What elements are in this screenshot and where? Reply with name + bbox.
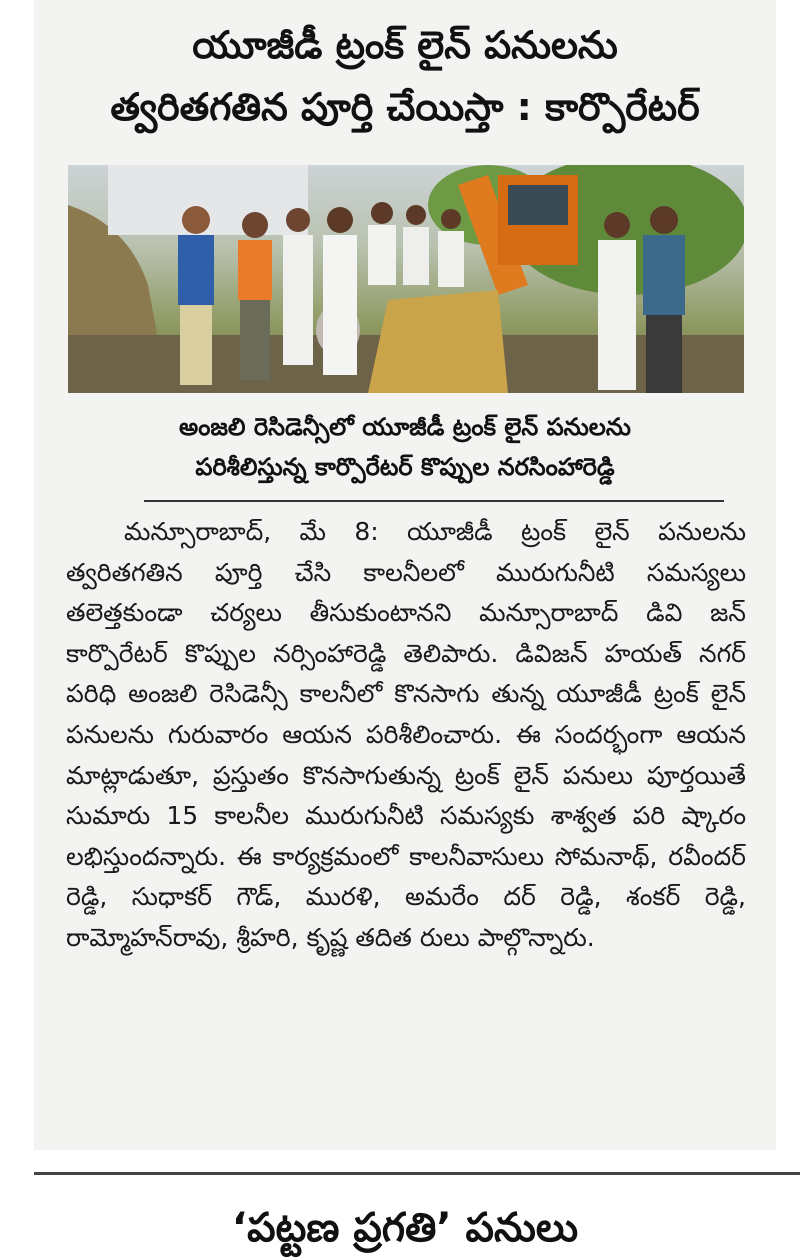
caption-underline xyxy=(144,500,724,502)
article-body: మన్సూరాబాద్, మే 8: యూజీడీ ట్రంక్ లైన్ పనులను త్వరితగతిన పూర్తి చేసి కాలనీలలో మురుగునీటి సమస్యలు తలెత్తకుండా చర్యలు తీసుకుంటానని మన్సూరాబాద్ డివి జన్ కార్పొరేటర్ కొప్పుల నర్సింహారెడ్డి తెలిపారు. డివిజన్ హయత్ నగర్ పరిధి అంజలి రెసిడెన్సీ కాలనీలో కొనసాగు తున్న యూజీడీ ట్రంక్ లైన్ పనులను గురువారం ఆయన పరిశీలించారు. ఈ సందర్భంగా ఆయన మాట్లాడుతూ, ప్రస్తుతం కొనసాగుతున్న ట్రంక్ లైన్ పనులు పూర్తయితే సుమారు 15 కాలనీల మురుగునీటి సమస్యకు శాశ్వత పరి ష్కారం లభిస్తుందన్నారు. ఈ కార్యక్రమంలో కాలనీవాసులు సోమనాథ్, రవీందర్ రెడ్డి, సుధాకర్ గౌడ్, మురళి, అమరేం దర్ రెడ్డి, శంకర్ రెడ్డి, రామ్మోహన్‌రావు, శ్రీహరి, కృష్ణ తదిత రులు పాల్గొన్నారు. xyxy=(66,517,746,952)
headline-line-2: త్వరితగతిన పూర్తి చేయిస్తా : కార్పొరేటర్ xyxy=(110,85,700,129)
next-article-headline: ‘పట్టణ ప్రగతి’ పనులు xyxy=(231,1205,579,1251)
news-clipping xyxy=(34,0,776,1150)
headline-line-1: యూజీడీ ట్రంక్ లైన్ పనులను xyxy=(192,23,618,67)
article-headline xyxy=(44,14,766,138)
news-photo xyxy=(68,165,744,393)
section-divider xyxy=(34,1172,800,1175)
caption-line-2: పరిశీలిస్తున్న కార్పొరేటర్ కొప్పుల నరసింహారెడ్డి xyxy=(195,453,615,481)
photo-caption xyxy=(34,407,776,487)
caption-line-1: అంజలి రెసిడెన్సీలో యూజీడీ ట్రంక్ లైన్ పనులను xyxy=(179,413,631,441)
